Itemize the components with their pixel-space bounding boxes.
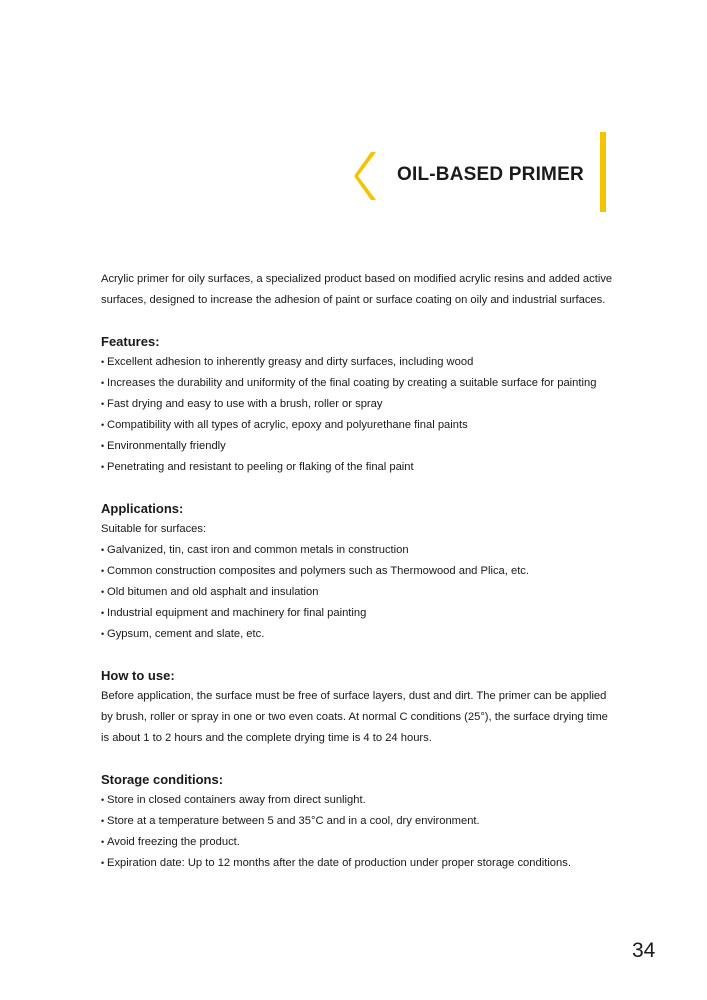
features-list (101, 352, 616, 478)
list-item: • Industrial equipment and machinery for final painting (101, 603, 616, 624)
list-item: • Increases the durability and uniformity of the final coating by creating a suitable surface for painting (101, 373, 616, 394)
chevron-left-icon (354, 152, 378, 200)
list-item: • Compatibility with all types of acrylic, epoxy and polyurethane final paints (101, 415, 616, 436)
features-heading: Features: (101, 334, 160, 349)
list-item: • Galvanized, tin, cast iron and common metals in construction (101, 540, 616, 561)
list-item: • Store in closed containers away from direct sunlight. (101, 790, 616, 811)
list-item: • Fast drying and easy to use with a brush, roller or spray (101, 394, 616, 415)
list-item: • Gypsum, cement and slate, etc. (101, 624, 616, 645)
page-number: 34 (632, 939, 656, 962)
applications-list (101, 540, 616, 645)
list-item: • Old bitumen and old asphalt and insulation (101, 582, 616, 603)
storage-list (101, 790, 616, 874)
document-body (101, 269, 616, 874)
list-item: • Penetrating and resistant to peeling or flaking of the final paint (101, 457, 616, 478)
list-item: • Expiration date: Up to 12 months after the date of production under proper storage conditions. (101, 853, 616, 874)
how-to-use-paragraph: Before application, the surface must be free of surface layers, dust and dirt. The primer can be applied by brush, roller or spray in one or two even coats. At normal C conditions (25°), the surface drying time is about 1 to 2 hours and the complete drying time is 4 to 24 hours. (101, 690, 608, 744)
accent-divider-bar (600, 132, 606, 212)
list-item: • Environmentally friendly (101, 436, 616, 457)
page-title: OIL-BASED PRIMER (397, 164, 584, 185)
intro-paragraph: Acrylic primer for oily surfaces, a specialized product based on modified acrylic resins and added active surfaces, designed to increase the adhesion of paint or surface coating on oily and industrial surfaces. (101, 273, 613, 306)
how-to-use-heading: How to use: (101, 668, 175, 683)
list-item: • Common construction composites and polymers such as Thermowood and Plica, etc. (101, 561, 616, 582)
list-item: • Store at a temperature between 5 and 35°C and in a cool, dry environment. (101, 811, 616, 832)
applications-subtitle: Suitable for surfaces: (101, 523, 207, 535)
list-item: • Excellent adhesion to inherently greasy and dirty surfaces, including wood (101, 352, 616, 373)
applications-heading: Applications: (101, 501, 184, 516)
storage-heading: Storage conditions: (101, 772, 224, 787)
list-item: • Avoid freezing the product. (101, 832, 616, 853)
